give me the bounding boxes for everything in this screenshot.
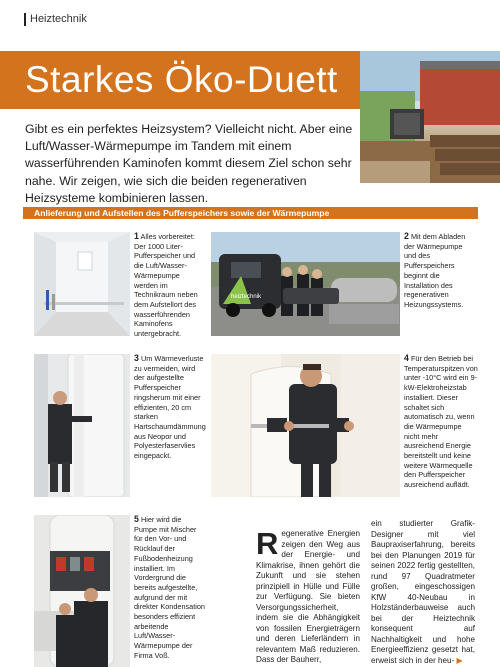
photo-step-5-illustration	[34, 515, 130, 667]
photo-step-4	[211, 354, 400, 497]
photo-step-4-illustration	[211, 354, 400, 497]
photo-step-1-illustration	[34, 232, 130, 336]
section-label: Heiztechnik	[24, 13, 87, 26]
photo-step-3-illustration	[34, 354, 130, 497]
caption-text: Alles vorbereitet: Der 1000 Liter-Pufferspeicher und die Luft/Wasser-Wärmepumpe werden im Technikraum neben dem Aufstellort des wasserführenden Kaminofens untergebracht.	[134, 232, 198, 339]
drop-cap: R	[256, 526, 279, 561]
hero-photo-illustration	[360, 51, 500, 183]
continue-arrow-icon: ▶	[456, 655, 463, 665]
van-brand-text: heiztechnik	[231, 294, 262, 300]
hero-photo	[360, 51, 500, 183]
subhead: Anlieferung und Aufstellen des Pufferspeichers sowie der Wärmepumpe	[34, 208, 330, 218]
body-text-1: egenerative Energien zeigen den Weg aus der Energie- und Klimakrise, ihnen gehört die Zukunft und sie stehen prinzipiell in Hülle und Fülle zur Verfügung. Sie bieten Versorgungssicherheit, indem sie die Abhängigkeit von fossilen Energieträgern und deren Lieferländern in relevantem Maß reduzieren. Dass der Bauherr,	[256, 529, 360, 664]
body-text-2: ein studierter Grafik-Designer mit viel Baupraxiserfahrung, bereits bei den Planungen 2019 für seinen 2022 fertig gestellten, rund 97 Quadratmeter großen, eingeschossigen KfW 40-Neubau in Holzständerbauweise auch bei der Heiztechnik konsequent auf Nachhaltigkeit und hohe Energieeffizienz gesetzt hat, erweist sich in der heu-	[371, 519, 475, 665]
caption-number: 3	[134, 353, 139, 363]
caption-number: 4	[404, 353, 409, 363]
body-column-2	[371, 519, 475, 666]
caption-step-2	[404, 232, 476, 310]
caption-step-1	[134, 232, 204, 339]
caption-text: Mit dem Abladen der Wärmepumpe und des Pufferspeichers beginnt die Installation des regenerativen Heizungssystems.	[404, 232, 466, 309]
caption-step-3	[134, 354, 206, 461]
body-column-1	[256, 526, 360, 666]
caption-step-4	[404, 354, 478, 490]
photo-step-3	[34, 354, 130, 497]
photo-step-2-illustration	[211, 232, 400, 336]
photo-step-1	[34, 232, 130, 336]
page-title: Starkes Öko-Duett	[25, 59, 338, 100]
caption-text: Hier wird die Pumpe mit Mischer für den Vor- und Rücklauf der Fußbodenheizung installiert. Im Vordergrund die bereits aufgestellte, aufgrund der mit direkter Kondensation besonders effizient arbeitende Luft/Wasser-Wärmepumpe der Firma Voß.	[134, 515, 205, 660]
caption-number: 2	[404, 231, 409, 241]
photo-step-5	[34, 515, 130, 667]
photo-step-2	[211, 232, 400, 336]
caption-text: Um Wärmeverluste zu vermeiden, wird der aufgestellte Pufferspeicher ringsherum mit einer effizienten, 20 cm starken Hartschaumdämmung aus Neopor und Polyesterfaservlies eingepackt.	[134, 354, 206, 461]
caption-number: 1	[134, 231, 139, 241]
caption-step-5	[134, 515, 206, 661]
intro-paragraph: Gibt es ein perfektes Heizsystem? Vielleicht nicht. Aber eine Luft/Wasser-Wärmepumpe im Tandem mit einem wasserführenden Kaminofen kommt diesem Ziel schon sehr nahe. Wir zeigen, wie sich die beiden regenerativen Heizsysteme kombinieren lassen.	[25, 122, 353, 205]
caption-number: 5	[134, 514, 139, 524]
caption-text: Für den Betrieb bei Temperaturspitzen von unter -10°C wird ein 9-kW-Elektroheizstab installiert. Dieser schaltet sich automatisch zu, wenn die Wärmepumpe nicht mehr ausreichend Energie bereitstellt und keine weitere Wärmequelle den Pufferspeicher ausreichend auflädt.	[404, 354, 478, 490]
